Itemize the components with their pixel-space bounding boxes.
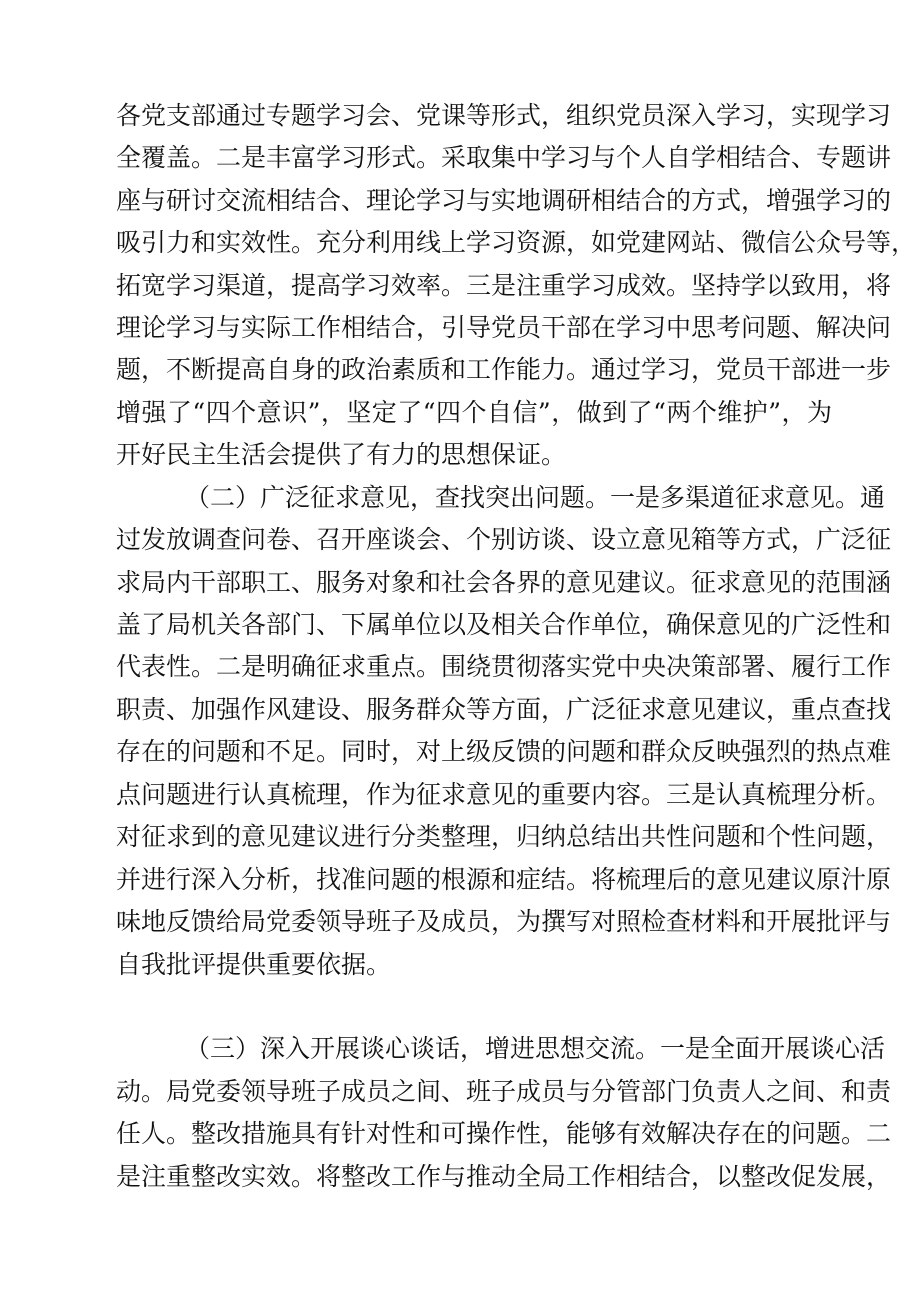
text-line: 点问题进行认真梳理，作为征求意见的重要内容。三是认真梳理分析。 bbox=[116, 780, 892, 809]
text-line: 是注重整改实效。将整改工作与推动全局工作相结合，以整改促发展， bbox=[116, 1162, 892, 1191]
text-line: 增强了“四个意识”，坚定了“四个自信”，做到了“两个维护”，为 bbox=[116, 398, 832, 427]
text-line: 吸引力和实效性。充分利用线上学习资源，如党建网站、微信公众号等， bbox=[116, 228, 917, 257]
text-line: 各党支部通过专题学习会、党课等形式，组织党员深入学习，实现学习 bbox=[116, 101, 892, 130]
text-line: 开好民主生活会提供了有力的思想保证。 bbox=[116, 440, 567, 469]
text-line: 自我批评提供重要依据。 bbox=[116, 950, 392, 979]
text-line: 动。局党委领导班子成员之间、班子成员与分管部门负责人之间、和责 bbox=[116, 1077, 892, 1106]
text-line: 代表性。二是明确征求重点。围绕贯彻落实党中央决策部署、履行工作 bbox=[116, 652, 892, 681]
text-line: 味地反馈给局党委领导班子及成员，为撰写对照检查材料和开展批评与 bbox=[116, 907, 892, 936]
text-line: 求局内干部职工、服务对象和社会各界的意见建议。征求意见的范围涵 bbox=[116, 568, 892, 597]
text-line: 拓宽学习渠道，提高学习效率。三是注重学习成效。坚持学以致用，将 bbox=[116, 271, 892, 300]
text-line: 任人。整改措施具有针对性和可操作性，能够有效解决存在的问题。二 bbox=[116, 1119, 892, 1148]
text-line: 存在的问题和不足。同时，对上级反馈的问题和群众反映强烈的热点难 bbox=[116, 737, 892, 766]
text-line: 盖了局机关各部门、下属单位以及相关合作单位，确保意见的广泛性和 bbox=[116, 610, 892, 639]
text-line: 题，不断提高自身的政治素质和工作能力。通过学习，党员干部进一步 bbox=[116, 355, 892, 384]
text-line: 理论学习与实际工作相结合，引导党员干部在学习中思考问题、解决问 bbox=[116, 313, 892, 342]
text-line: 对征求到的意见建议进行分类整理，归纳总结出共性问题和个性问题， bbox=[116, 822, 892, 851]
section-heading-line: （二）广泛征求意见，查找突出问题。一是多渠道征求意见。通 bbox=[185, 483, 886, 512]
text-line: 并进行深入分析，找准问题的根源和症结。将梳理后的意见建议原汁原 bbox=[116, 865, 892, 894]
text-line: 全覆盖。二是丰富学习形式。采取集中学习与个人自学相结合、专题讲 bbox=[116, 143, 892, 172]
text-line: 过发放调查问卷、召开座谈会、个别访谈、设立意见箱等方式，广泛征 bbox=[116, 525, 892, 554]
section-heading-line: （三）深入开展谈心谈话，增进思想交流。一是全面开展谈心活 bbox=[185, 1034, 886, 1063]
text-line: 职责、加强作风建设、服务群众等方面，广泛征求意见建议，重点查找 bbox=[116, 695, 892, 724]
text-line: 座与研讨交流相结合、理论学习与实地调研相结合的方式，增强学习的 bbox=[116, 186, 892, 215]
